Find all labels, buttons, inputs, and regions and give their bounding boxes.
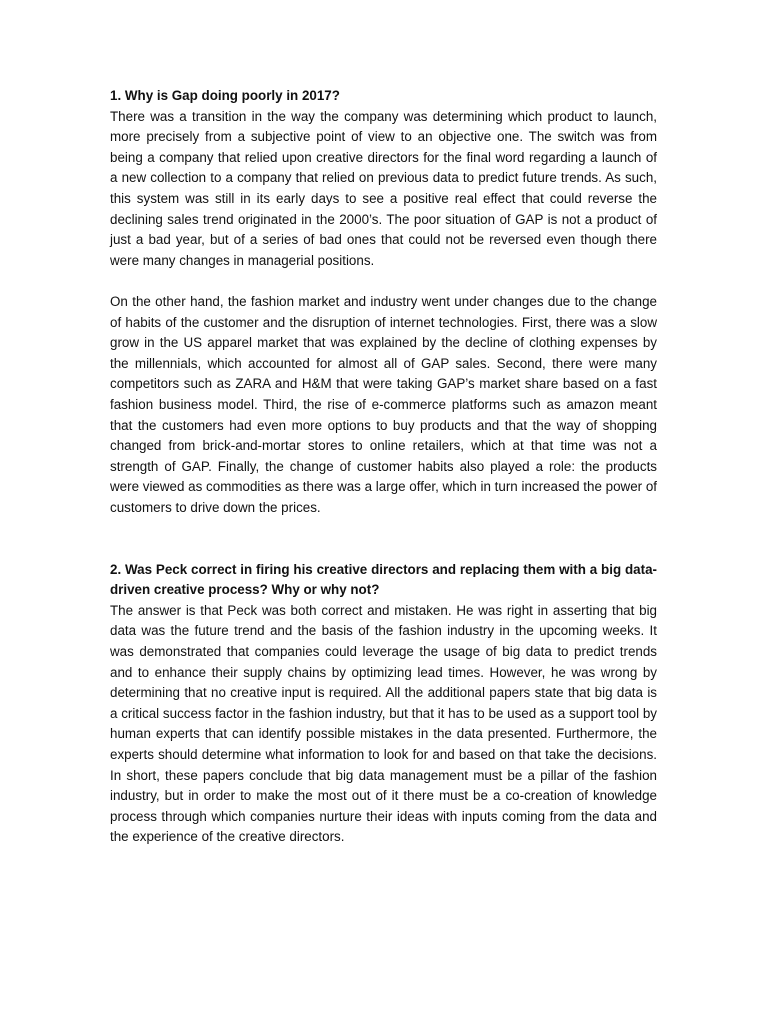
section-question-1	[110, 86, 657, 518]
section-spacer	[110, 518, 657, 559]
paragraph-spacer	[110, 271, 657, 292]
answer-paragraph: There was a transition in the way the company was determining which product to launch, more precisely from a subjective point of view to an objective one. The switch was from being a company that relied upon creative directors for the final word regarding a launch of a new collection to a company that relied on previous data to predict future trends. As such, this system was still in its early days to see a positive real effect that could reverse the declining sales trend originated in the 2000’s. The poor situation of GAP is not a product of just a bad year, but of a series of bad ones that could not be reversed even though there were many changes in managerial positions.	[110, 108, 657, 268]
question-heading: 1. Why is Gap doing poorly in 2017?	[110, 88, 340, 103]
answer-paragraph: The answer is that Peck was both correct and mistaken. He was right in asserting that big data was the future trend and the basis of the fashion industry in the upcoming weeks. It was demonstrated that companies could leverage the usage of big data to predict trends and to enhance their supply chains by optimizing lead times. However, he was wrong by determining that no creative input is required. All the additional papers state that big data is a critical success factor in the fashion industry, but that it has to be used as a support tool by human experts that can identify possible mistakes in the data presented. Furthermore, the experts should determine what information to look for and based on that take the decisions. In short, these papers conclude that big data management must be a pillar of the fashion industry, but in order to make the most out of it there must be a co-creation of knowledge process through which companies nurture their ideas with inputs coming from the data and the experience of the creative directors.	[110, 602, 657, 845]
answer-paragraph: On the other hand, the fashion market and industry went under changes due to the change of habits of the customer and the disruption of internet technologies. First, there was a slow grow in the US apparel market that was explained by the decline of clothing expenses by the millennials, which accounted for almost all of GAP sales. Second, there were many competitors such as ZARA and H&M that were taking GAP’s market share based on a fast fashion business model. Third, the rise of e-commerce platforms such as amazon meant that the customers had even more options to buy products and that the way of shopping changed from brick-and-mortar stores to online retailers, which at that time was not a strength of GAP. Finally, the change of customer habits also played a role: the products were viewed as commodities as there was a large offer, which in turn increased the power of customers to drive down the prices.	[110, 293, 657, 515]
document-page	[110, 86, 657, 848]
question-heading: 2. Was Peck correct in firing his creative directors and replacing them with a big data-driven creative process? Why or why not?	[110, 561, 657, 598]
section-question-2	[110, 560, 657, 848]
